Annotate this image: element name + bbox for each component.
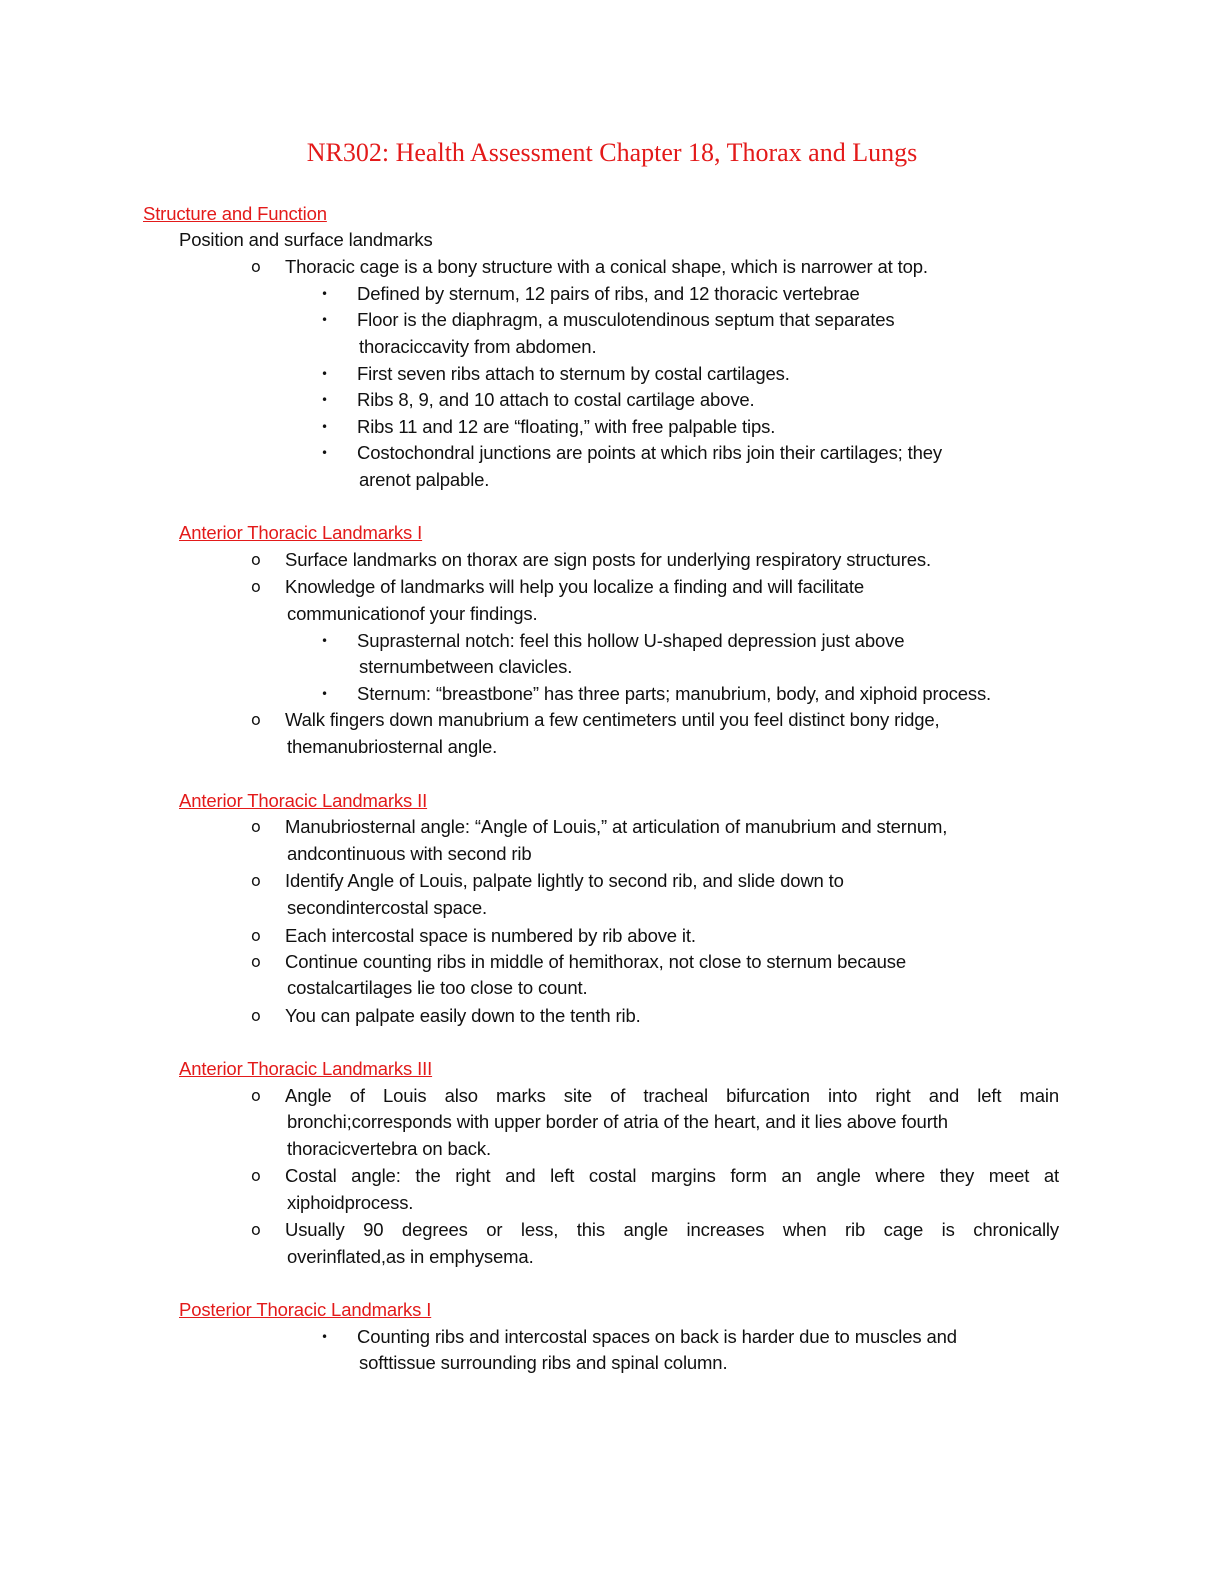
circle-bullet: o	[251, 926, 261, 945]
circle-bullet: o	[251, 817, 261, 836]
section-heading-anterior-2: Anterior Thoracic Landmarks II	[179, 790, 428, 811]
circle-bullet: o	[251, 550, 261, 569]
list-item-continuation: thoracicvertebra on back.	[287, 1138, 491, 1159]
list-item-continuation: softtissue surrounding ribs and spinal column.	[359, 1352, 728, 1373]
list-item: Identify Angle of Louis, palpate lightly to second rib, and slide down to	[285, 870, 844, 891]
section-heading-anterior-1: Anterior Thoracic Landmarks I	[179, 522, 423, 543]
circle-bullet: o	[251, 710, 261, 729]
circle-bullet: o	[251, 871, 261, 890]
section-heading-anterior-3: Anterior Thoracic Landmarks III	[179, 1058, 433, 1079]
list-item: Each intercostal space is numbered by rib above it.	[285, 925, 696, 946]
circle-bullet: o	[251, 257, 261, 276]
list-item: Usually 90 degrees or less, this angle increases when rib cage is chronically	[285, 1219, 1059, 1240]
circle-bullet: o	[251, 1220, 261, 1239]
list-item: Ribs 8, 9, and 10 attach to costal cartilage above.	[357, 389, 755, 410]
circle-bullet: o	[251, 1166, 261, 1185]
page-title: NR302: Health Assessment Chapter 18, Thorax and Lungs	[306, 138, 918, 167]
list-item: Floor is the diaphragm, a musculotendinous septum that separates	[357, 309, 895, 330]
dot-bullet: •	[321, 287, 329, 301]
circle-bullet: o	[251, 1006, 261, 1025]
list-item: You can palpate easily down to the tenth rib.	[285, 1005, 641, 1026]
list-item: Ribs 11 and 12 are “floating,” with free palpable tips.	[357, 416, 776, 437]
dot-bullet: •	[321, 367, 329, 381]
list-item-continuation: arenot palpable.	[359, 469, 490, 490]
list-item-continuation: costalcartilages lie too close to count.	[287, 977, 588, 998]
dot-bullet: •	[321, 313, 329, 327]
list-item: Sternum: “breastbone” has three parts; manubrium, body, and xiphoid process.	[357, 683, 992, 704]
dot-bullet: •	[321, 634, 329, 648]
list-item: Continue counting ribs in middle of hemithorax, not close to sternum because	[285, 951, 907, 972]
list-item-continuation: sternumbetween clavicles.	[359, 656, 573, 677]
list-item: Walk fingers down manubrium a few centimeters until you feel distinct bony ridge,	[285, 709, 940, 730]
list-item-continuation: bronchi;corresponds with upper border of atria of the heart, and it lies above fourth	[287, 1111, 948, 1132]
dot-bullet: •	[321, 1330, 329, 1344]
circle-bullet: o	[251, 1086, 261, 1105]
circle-bullet: o	[251, 577, 261, 596]
dot-bullet: •	[321, 446, 329, 460]
subheading: Position and surface landmarks	[179, 229, 433, 250]
list-item-continuation: themanubriosternal angle.	[287, 736, 498, 757]
list-item: Angle of Louis also marks site of tracheal bifurcation into right and left main	[285, 1085, 1059, 1106]
list-item: Manubriosternal angle: “Angle of Louis,” at articulation of manubrium and sternum,	[285, 816, 948, 837]
dot-bullet: •	[321, 420, 329, 434]
list-item-continuation: thoraciccavity from abdomen.	[359, 336, 597, 357]
list-item-continuation: secondintercostal space.	[287, 897, 488, 918]
circle-bullet: o	[251, 952, 261, 971]
list-item: Surface landmarks on thorax are sign posts for underlying respiratory structures.	[285, 549, 931, 570]
list-item: Thoracic cage is a bony structure with a conical shape, which is narrower at top.	[285, 256, 928, 277]
list-item: Costal angle: the right and left costal margins form an angle where they meet at	[285, 1165, 1059, 1186]
list-item-continuation: xiphoidprocess.	[287, 1192, 414, 1213]
list-item: First seven ribs attach to sternum by costal cartilages.	[357, 363, 790, 384]
list-item-continuation: communicationof your findings.	[287, 603, 538, 624]
dot-bullet: •	[321, 687, 329, 701]
section-heading-posterior-1: Posterior Thoracic Landmarks I	[179, 1299, 432, 1320]
list-item: Defined by sternum, 12 pairs of ribs, and 12 thoracic vertebrae	[357, 283, 860, 304]
list-item-continuation: overinflated,as in emphysema.	[287, 1246, 534, 1267]
list-item: Knowledge of landmarks will help you localize a finding and will facilitate	[285, 576, 865, 597]
list-item-continuation: andcontinuous with second rib	[287, 843, 532, 864]
dot-bullet: •	[321, 393, 329, 407]
list-item: Counting ribs and intercostal spaces on back is harder due to muscles and	[357, 1326, 957, 1347]
list-item: Costochondral junctions are points at which ribs join their cartilages; they	[357, 442, 943, 463]
list-item: Suprasternal notch: feel this hollow U-shaped depression just above	[357, 630, 905, 651]
section-heading-structure: Structure and Function	[143, 203, 327, 224]
